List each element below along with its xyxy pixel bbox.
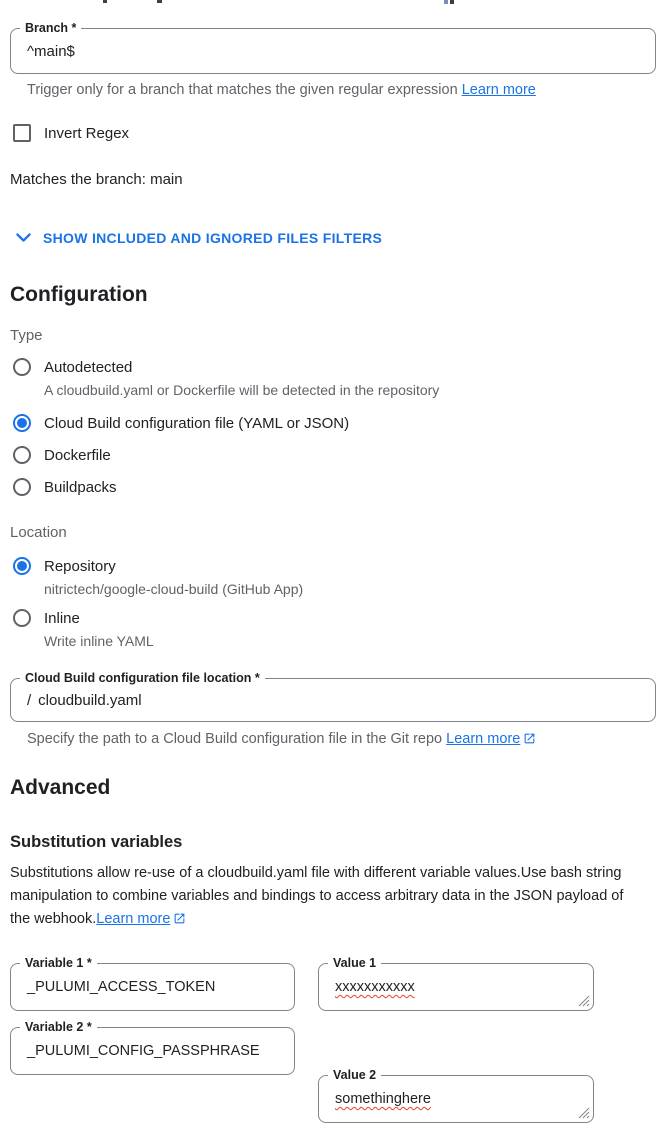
autodetected-description: A cloudbuild.yaml or Dockerfile will be detected in the repository [44, 382, 440, 398]
chevron-down-icon [13, 227, 34, 248]
branch-match-result: Matches the branch: main [10, 171, 183, 188]
value-2-input[interactable]: somethinghere [335, 1091, 431, 1107]
branch-helper-text: Trigger only for a branch that matches the given regular expression Learn more [27, 82, 536, 98]
branch-field[interactable] [10, 21, 656, 74]
invert-regex-row[interactable] [13, 124, 129, 142]
value-1-input[interactable]: xxxxxxxxxxx [335, 979, 415, 995]
substitution-variables-heading: Substitution variables [10, 833, 183, 851]
show-files-filters-label: SHOW INCLUDED AND IGNORED FILES FILTERS [43, 229, 383, 246]
substitution-learn-more-link[interactable]: Learn more [96, 911, 171, 927]
type-label: Type [10, 327, 43, 344]
variable-1-input[interactable]: _PULUMI_ACCESS_TOKEN [27, 979, 216, 995]
radio-option-cloud-build-config[interactable]: Cloud Build configuration file (YAML or JSON) [13, 414, 349, 432]
inline-description: Write inline YAML [44, 633, 154, 649]
config-file-location-field[interactable] [10, 671, 656, 722]
radio-option-dockerfile[interactable]: Dockerfile [13, 446, 111, 464]
substitution-description: Substitutions allow re-use of a cloudbuild.yaml file with different variable values.Use bash string manipulation to combine variables and bindings to access arbitrary data in the JSON payload of the webhook.Learn more [10, 865, 624, 927]
repository-description: nitrictech/google-cloud-build (GitHub App) [44, 581, 304, 597]
clipped-text-fragment [450, 0, 454, 4]
radio-option-repository[interactable]: Repository [13, 557, 116, 575]
radio-icon[interactable] [13, 446, 31, 464]
config-file-location-helper: Specify the path to a Cloud Build configuration file in the Git repo Learn more [27, 731, 536, 747]
branch-input[interactable]: ^main$ [27, 42, 75, 60]
location-label: Location [10, 524, 67, 541]
radio-option-autodetected[interactable]: Autodetected [13, 358, 132, 376]
configuration-heading: Configuration [10, 283, 148, 306]
resize-handle-icon[interactable] [578, 1107, 590, 1119]
config-learn-more-link[interactable]: Learn more [446, 731, 521, 747]
radio-icon[interactable] [13, 609, 31, 627]
radio-option-inline[interactable]: Inline [13, 609, 80, 627]
invert-regex-label: Invert Regex [44, 124, 130, 142]
variable-2-field[interactable]: Variable 2 * _PULUMI_CONFIG_PASSPHRASE [10, 1027, 295, 1075]
path-prefix: / [27, 691, 32, 709]
value-1-field[interactable]: Value 1 xxxxxxxxxxx [318, 963, 594, 1011]
config-file-location-label: Cloud Build configuration file location * [20, 670, 265, 687]
show-files-filters-toggle[interactable] [13, 227, 382, 248]
open-in-new-icon[interactable] [523, 732, 536, 745]
radio-icon[interactable] [13, 478, 31, 496]
branch-field-label: Branch * [20, 20, 81, 37]
radio-icon[interactable] [13, 358, 31, 376]
radio-option-buildpacks[interactable]: Buildpacks [13, 478, 117, 496]
radio-icon[interactable] [13, 414, 31, 432]
advanced-heading: Advanced [10, 776, 111, 799]
clipped-text-fragment [444, 0, 448, 4]
config-file-location-input[interactable]: cloudbuild.yaml [38, 691, 142, 709]
variable-1-field[interactable]: Variable 1 * _PULUMI_ACCESS_TOKEN [10, 963, 295, 1011]
variable-2-input[interactable]: _PULUMI_CONFIG_PASSPHRASE [27, 1043, 260, 1059]
branch-learn-more-link[interactable]: Learn more [461, 82, 536, 98]
clipped-text-fragment [103, 0, 107, 3]
open-in-new-icon[interactable] [173, 912, 186, 925]
resize-handle-icon[interactable] [578, 995, 590, 1007]
clipped-text-fragment [157, 0, 162, 3]
value-2-field[interactable]: Value 2 somethinghere [318, 1075, 594, 1123]
radio-icon[interactable] [13, 557, 31, 575]
invert-regex-checkbox[interactable] [13, 124, 31, 142]
